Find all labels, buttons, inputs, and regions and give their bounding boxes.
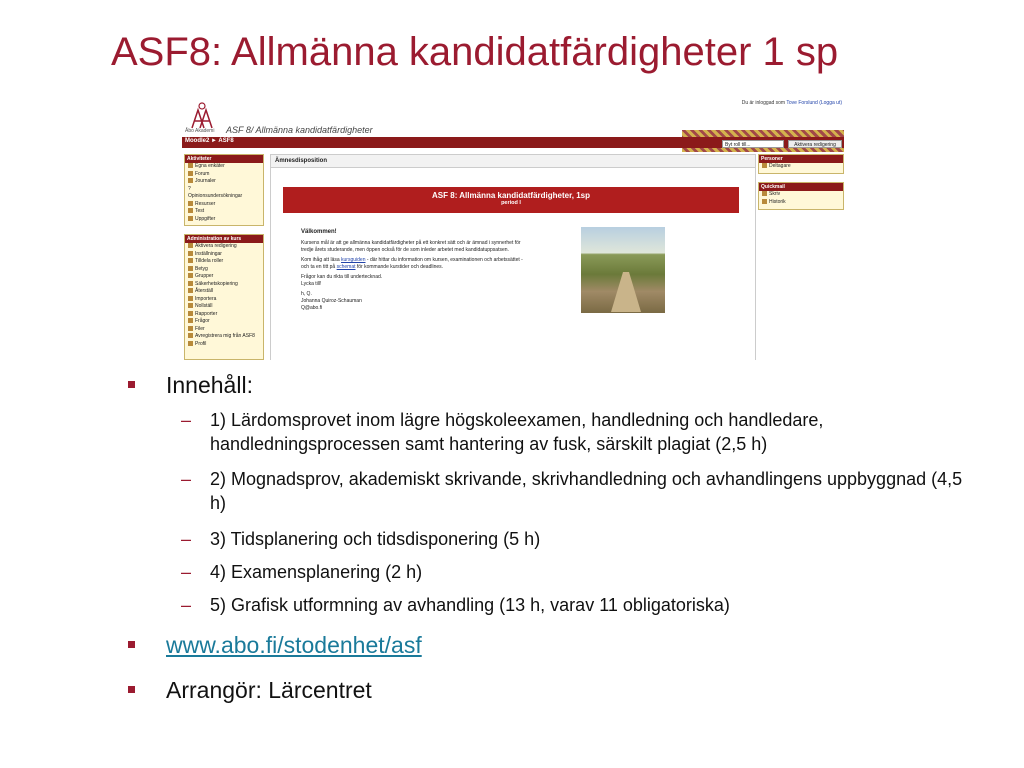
banner-title: ASF 8: Allmänna kandidatfärdigheter, 1sp xyxy=(432,191,590,200)
login-info xyxy=(742,100,842,106)
admin-icon xyxy=(188,296,193,301)
activity-icon xyxy=(188,163,193,168)
sub-bullet-text: 1) Lärdomsprovet inom lägre högskoleexamen, handledning och handledare, handledningsprocessen samt hantering av fusk, särskilt plagiat (2,5 h) xyxy=(210,410,824,454)
edit-mode-button[interactable]: Aktivera redigering xyxy=(788,140,842,148)
admin-item[interactable]: Avregistrera mig från ASF8 xyxy=(185,333,263,341)
admin-icon xyxy=(188,266,193,271)
landscape-image xyxy=(581,227,665,313)
sub-bullet-text: 5) Grafisk utformning av avhandling (13 h, varav 11 obligatoriska) xyxy=(210,595,730,615)
admin-item[interactable]: Rapporter xyxy=(185,311,263,319)
activity-item[interactable]: Resurser xyxy=(185,201,263,209)
activity-item[interactable]: ? xyxy=(188,185,191,192)
activity-item[interactable]: Egna enkäter xyxy=(185,163,263,171)
admin-item[interactable]: Nollställ xyxy=(185,303,263,311)
people-icon xyxy=(762,163,767,168)
persons-block xyxy=(758,154,844,174)
persons-block-title: Personer xyxy=(759,155,843,163)
slide-title: ASF8: Allmänna kandidatfärdigheter 1 sp xyxy=(111,30,839,74)
welcome-paragraph: Kom ihåg att läsa kursguiden - där hittar du information om kursen, examinationen och arbetssättet - och ta en titt på schemat för kommande kurstider och deadlines. xyxy=(301,257,523,270)
activity-item[interactable]: Test xyxy=(185,208,263,216)
dash-icon: – xyxy=(181,595,192,615)
quickmail-item[interactable]: Historik xyxy=(759,199,843,207)
mail-icon xyxy=(762,191,767,196)
admin-item[interactable]: Säkerhetskopiering xyxy=(185,281,263,289)
quickmail-item[interactable]: Skriv xyxy=(759,191,843,199)
activity-item[interactable]: Opinionsundersökningar xyxy=(188,193,243,199)
activity-icon xyxy=(188,171,193,176)
center-heading: Ämnesdisposition xyxy=(271,155,755,168)
course-title: ASF 8/ Allmänna kandidatfärdigheter xyxy=(226,125,373,135)
admin-icon xyxy=(188,311,193,316)
admin-icon xyxy=(188,333,193,338)
dash-icon: – xyxy=(181,410,192,430)
welcome-text xyxy=(301,229,531,315)
admin-item[interactable]: Grupper xyxy=(185,273,263,281)
logo-text: Åbo Akademi xyxy=(185,128,215,134)
admin-item[interactable]: Aktivera redigering xyxy=(185,243,263,251)
admin-icon xyxy=(188,243,193,248)
course-banner xyxy=(283,187,739,213)
activity-icon xyxy=(188,208,193,213)
admin-item[interactable]: Importera xyxy=(185,296,263,304)
activities-block-title: Aktiviteter xyxy=(185,155,263,163)
admin-icon xyxy=(188,273,193,278)
admin-block xyxy=(184,234,264,360)
banner-subtitle: period I xyxy=(501,200,521,206)
welcome-paragraph: Kursens mål är att ge allmänna kandidatfärdigheter på ett konkret sätt och är ämnad i synnerhet för tredje årets studerande, men öppen också för de som inleder arbetet med kandidatuppsatsen. xyxy=(301,240,521,253)
admin-icon xyxy=(188,341,193,346)
moodle-screenshot xyxy=(182,100,844,360)
activity-icon xyxy=(188,216,193,221)
quickmail-block xyxy=(758,182,844,210)
admin-item[interactable]: Tilldela roller xyxy=(185,258,263,266)
course-content xyxy=(270,154,756,360)
admin-item[interactable]: Profil xyxy=(185,341,263,349)
admin-item[interactable]: Betyg xyxy=(185,266,263,274)
activity-item[interactable]: Journaler xyxy=(185,178,263,186)
admin-item[interactable]: Filer xyxy=(185,326,263,334)
admin-block-title: Administration av kurs xyxy=(185,235,263,243)
bullet-text: Arrangör: Lärcentret xyxy=(166,677,372,703)
history-icon xyxy=(762,199,767,204)
welcome-paragraph: Frågor kan du rikta till undertecknad. Lycka till! xyxy=(301,274,383,287)
role-select[interactable]: Byt roll till... xyxy=(722,140,784,148)
dash-icon: – xyxy=(181,562,192,582)
admin-item[interactable]: Frågor xyxy=(185,318,263,326)
admin-icon xyxy=(188,281,193,286)
dash-icon: – xyxy=(181,469,192,489)
admin-item[interactable]: Inställningar xyxy=(185,251,263,259)
sub-bullet-text: 3) Tidsplanering och tidsdisponering (5 h) xyxy=(210,529,541,549)
login-prefix: Du är inloggad som xyxy=(741,100,786,106)
persons-item[interactable]: Deltagare xyxy=(759,163,843,171)
dash-icon: – xyxy=(181,529,192,549)
admin-icon xyxy=(188,251,193,256)
login-user-link[interactable]: Tove Forslund xyxy=(786,100,818,106)
admin-icon xyxy=(188,288,193,293)
activity-icon xyxy=(188,178,193,183)
sub-bullet-text: 2) Mognadsprov, akademiskt skrivande, skrivhandledning och avhandlingens uppbyggnad (4,5 h) xyxy=(210,469,963,513)
activity-item[interactable]: Forum xyxy=(185,171,263,179)
schemat-link[interactable]: schemat xyxy=(336,264,356,270)
logout-link[interactable]: (Logga ut) xyxy=(819,100,842,106)
bullet-square-icon xyxy=(128,686,135,693)
signature: h, Q. Johanna Quiroz-Schauman Q@abo.fi xyxy=(301,291,362,311)
admin-icon xyxy=(188,303,193,308)
sub-bullet-text: 4) Examensplanering (2 h) xyxy=(210,562,423,582)
kursguiden-link[interactable]: kursguiden xyxy=(341,257,366,263)
activity-item[interactable]: Uppgifter xyxy=(185,216,263,224)
activities-block xyxy=(184,154,264,226)
activity-icon xyxy=(188,201,193,206)
bullet-text: Innehåll: xyxy=(166,372,253,398)
welcome-title: Välkommen! xyxy=(301,229,337,235)
bullet-square-icon xyxy=(128,381,135,388)
quickmail-block-title: Quickmail xyxy=(759,183,843,191)
admin-icon xyxy=(188,326,193,331)
breadcrumb[interactable]: Moodle2 ► ASF8 xyxy=(185,138,234,144)
admin-icon xyxy=(188,318,193,323)
bullet-square-icon xyxy=(128,641,135,648)
admin-item[interactable]: Återställ xyxy=(185,288,263,296)
asf-link[interactable]: www.abo.fi/stodenhet/asf xyxy=(166,632,422,658)
admin-icon xyxy=(188,258,193,263)
